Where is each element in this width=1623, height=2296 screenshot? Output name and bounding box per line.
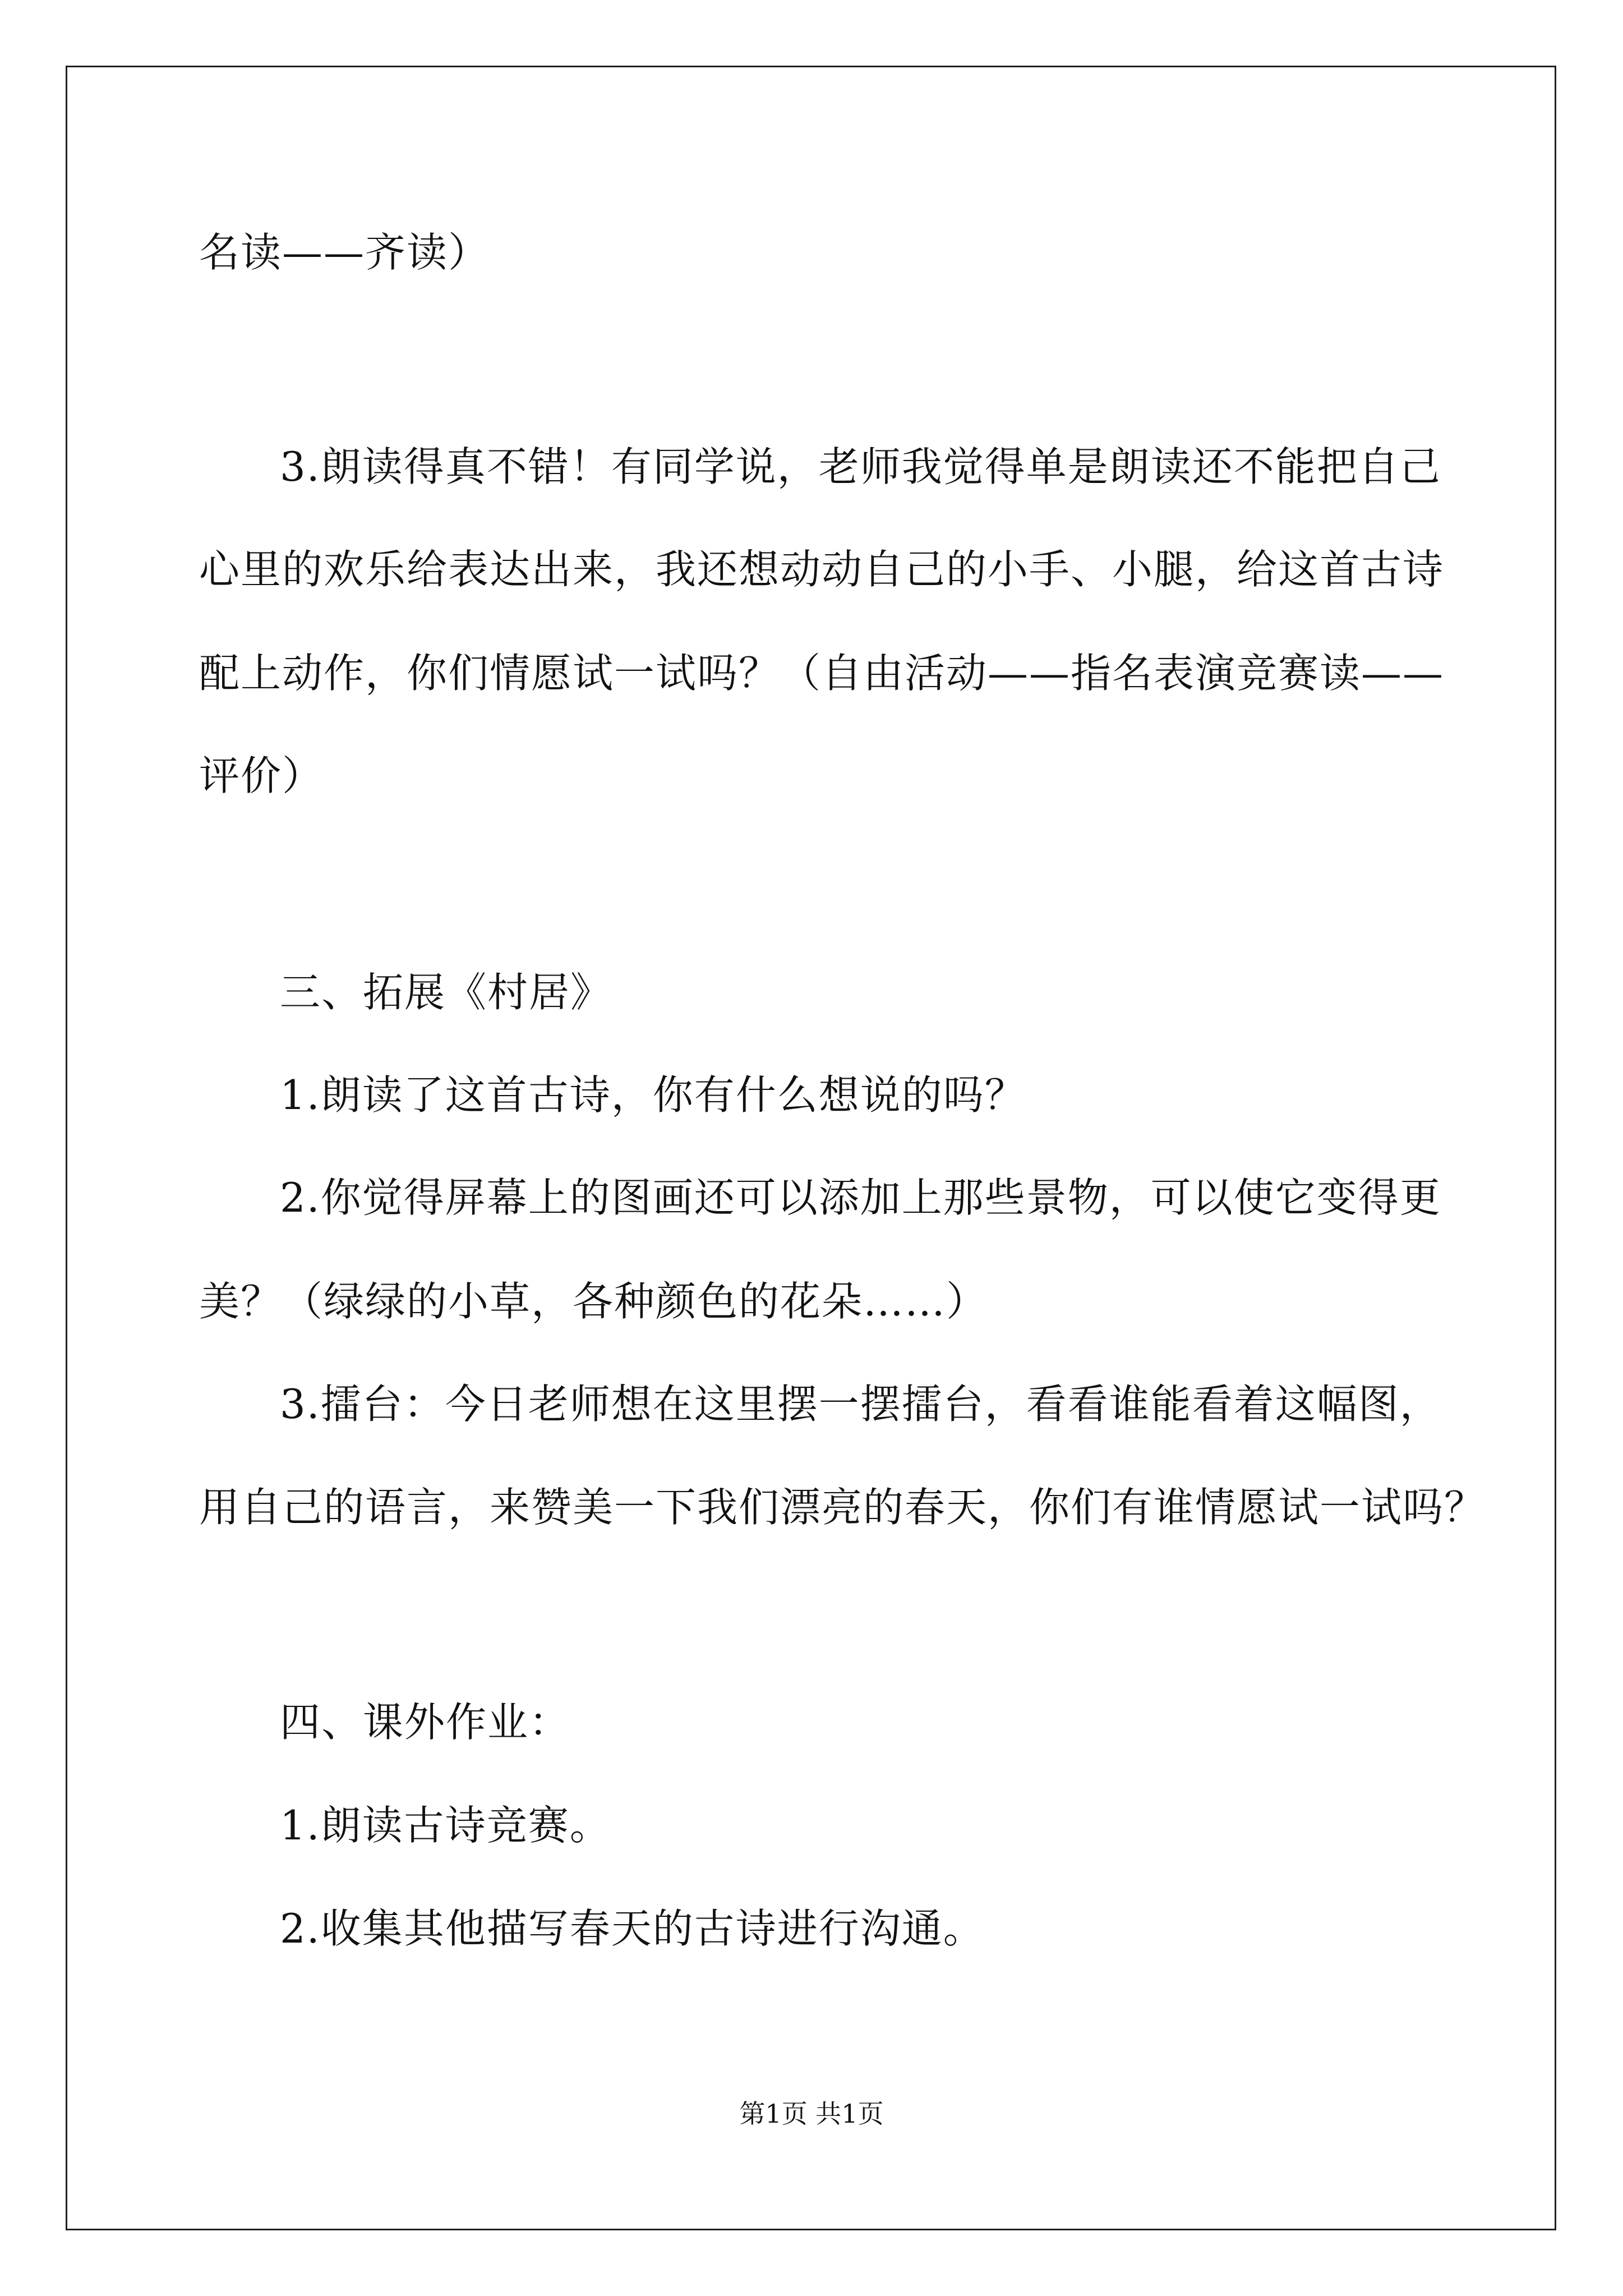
text-line: 1.朗读了这首古诗，你有什么想说的吗？ xyxy=(280,1071,1026,1119)
text-line: 美？（绿绿的小草，各种颜色的花朵……） xyxy=(199,1278,988,1325)
text-line: 2.收集其他描写春天的古诗进行沟通。 xyxy=(280,1905,985,1952)
text-line: 用自己的语言，来赞美一下我们漂亮的春天，你们有谁情愿试一试吗？ xyxy=(199,1484,1486,1531)
text-line: 3.擂台：今日老师想在这里摆一摆擂台，看看谁能看着这幅图， xyxy=(280,1381,1441,1428)
text-line: 配上动作，你们情愿试一试吗？（自由活动——指名表演竞赛读—— xyxy=(199,650,1445,697)
text-line: 心里的欢乐给表达出来，我还想动动自己的小手、小腿，给这首古诗 xyxy=(199,546,1445,593)
section-heading: 三、拓展《村居》 xyxy=(280,969,612,1016)
page-number-footer: 第1页 共1页 xyxy=(739,2099,884,2129)
text-line: 1.朗读古诗竞赛。 xyxy=(280,1802,611,1849)
text-line: 评价） xyxy=(199,752,324,799)
text-line: 名读——齐读） xyxy=(199,229,490,276)
text-line: 2.你觉得屏幕上的图画还可以添加上那些景物，可以使它变得更 xyxy=(280,1174,1441,1221)
text-line: 3.朗读得真不错！有同学说，老师我觉得单是朗读还不能把自己 xyxy=(280,443,1441,490)
section-heading: 四、课外作业： xyxy=(280,1699,571,1746)
